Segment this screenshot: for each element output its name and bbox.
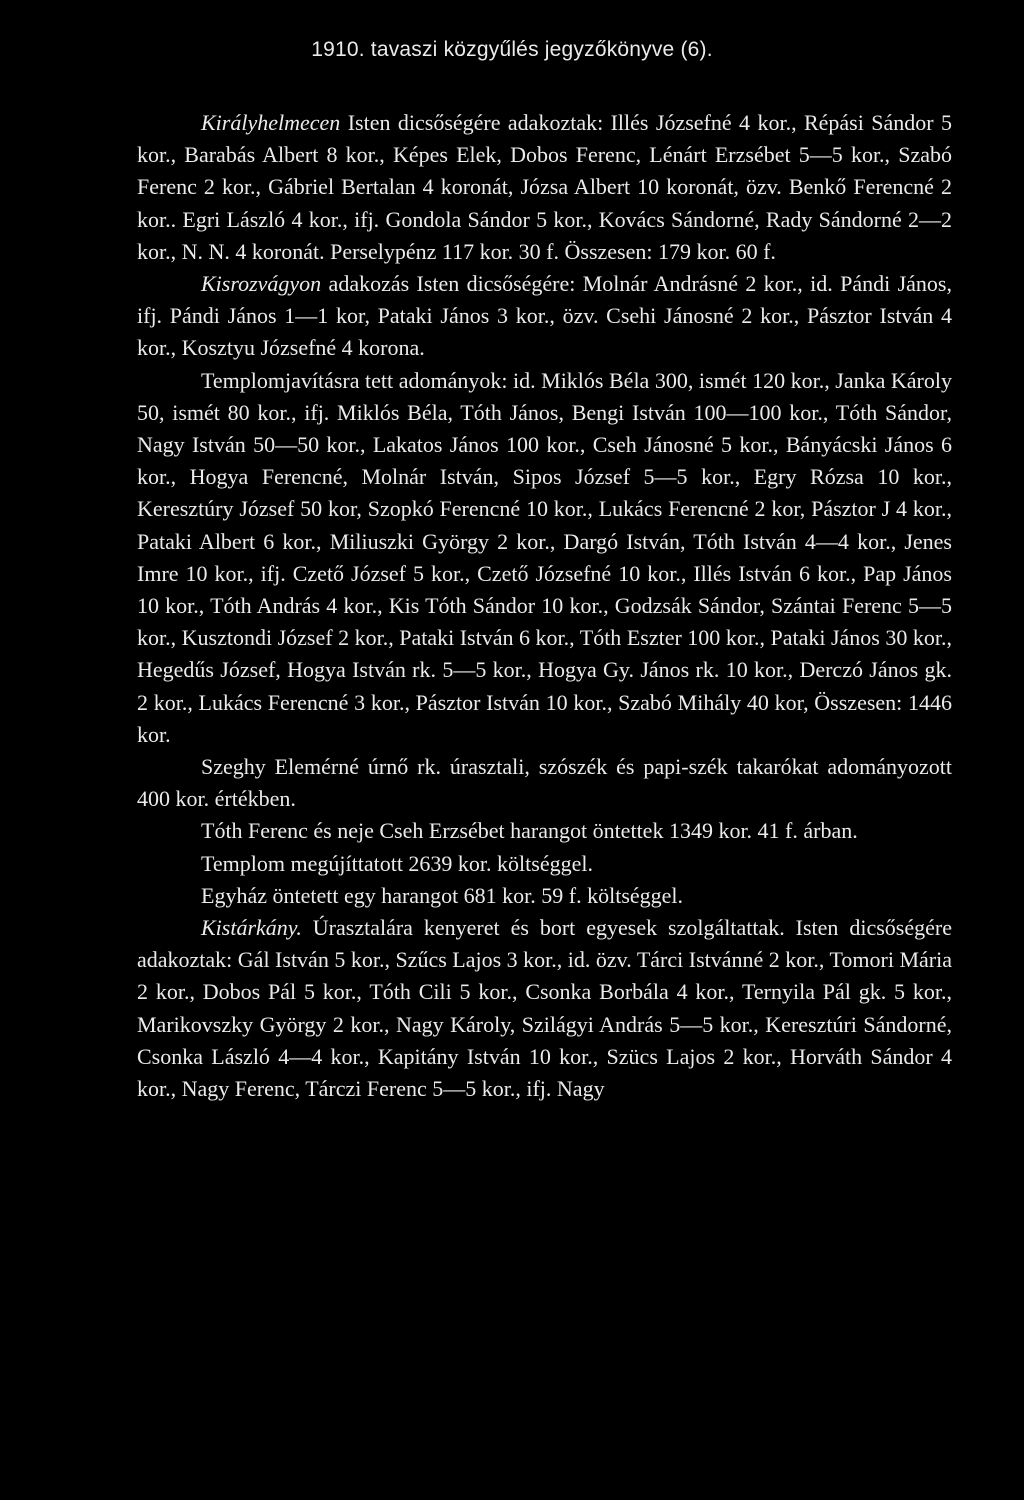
paragraph-kiralyhelmec (137, 107, 952, 268)
paragraph-egyhaz-harang (137, 880, 952, 912)
body-text (137, 107, 952, 1105)
paragraph-text: Templom megújíttatott 2639 kor. költséggel. (201, 850, 593, 876)
paragraph-text: Templomjavításra tett adományok: id. Miklós Béla 300, ismét 120 kor., Janka Károly 50, ismét 80 kor., ifj. Miklós Béla, Tóth János, Bengi István 100—100 kor., Tóth Sándor, Nagy István 50—50 kor., Lakatos János 100 kor., Cseh Jánosné 5 kor., Bányácski János 6 kor., Hogya Ferencné, Molnár István, Sipos József 5—5 kor., Egry Rózsa 10 kor., Keresztúry József 50 kor, Szopkó Ferencné 10 kor., Lukács Ferencné 2 kor, Pásztor J 4 kor., Pataki Albert 6 kor., Miliuszki György 2 kor., Dargó István, Tóth István 4—4 kor., Jenes Imre 10 kor., ifj. Czető József 5 kor., Czető Józsefné 10 kor., Illés István 6 kor., Pap János 10 kor., Tóth András 4 kor., Kis Tóth Sándor 10 kor., Godzsák Sándor, Szántai Ferenc 5—5 kor., Kusztondi József 2 kor., Pataki István 6 kor., Tóth Eszter 100 kor., Pataki János 30 kor., Hegedűs József, Hogya István rk. 5—5 kor., Hogya Gy. János rk. 10 kor., Derczó János gk. 2 kor., Lukács Ferencné 3 kor., Pásztor István 10 kor., Szabó Mihály 40 kor, Összesen: 1446 kor. (137, 367, 952, 747)
paragraph-text: Szeghy Elemérné úrnő rk. úrasztali, szószék és papi-szék takarókat adományozott 400 kor. értékben. (137, 754, 952, 812)
paragraph-templomjavitas (137, 365, 952, 751)
paragraph-text: adakozás Isten dicsőségére: Molnár Andrásné 2 kor., id. Pándi János, ifj. Pándi János 1—1 kor, Pataki János 3 kor., özv. Csehi Jánosné 2 kor., Pásztor István 4 kor., Kosztyu Józsefné 4 korona. (137, 271, 952, 361)
paragraph-kistarkany (137, 912, 952, 1105)
paragraph-harang (137, 815, 952, 847)
paragraph-text: Úrasztalára kenyeret és bort egyesek szolgáltattak. Isten dicsőségére adakoztak: Gál István 5 kor., Szűcs Lajos 3 kor., id. özv. Tárci Istvánné 2 kor., Tomori Mária 2 kor., Dobos Pál 5 kor., Tóth Cili 5 kor., Csonka Borbála 4 kor., Ternyila Pál gk. 5 kor., Marikovszky György 2 kor., Nagy Károly, Szilágyi András 5—5 kor., Keresztúri Sándorné, Csonka László 4—4 kor., Kapitány István 10 kor., Szücs Lajos 2 kor., Horváth Sándor 4 kor., Nagy Ferenc, Tárczi Ferenc 5—5 kor., ifj. Nagy (137, 915, 952, 1102)
place-heading: Kisrozvágyon (201, 271, 322, 297)
paragraph-text: Egyház öntetett egy harangot 681 kor. 59 f. költséggel. (201, 882, 684, 908)
paragraph-text: Tóth Ferenc és neje Cseh Erzsébet harangot öntettek 1349 kor. 41 f. árban. (201, 818, 858, 844)
place-heading: Királyhelmecen (201, 110, 341, 135)
paragraph-templom-megujitas (137, 848, 952, 880)
paragraph-szeghy (137, 751, 952, 815)
place-heading: Kistárkány. (201, 915, 302, 941)
paragraph-kisrozvagy (137, 268, 952, 365)
page-header: 1910. tavaszi közgyűlés jegyzőkönyve (6). (311, 38, 713, 61)
paragraph-text: Isten dicsőségére adakoztak: Illés Józsefné 4 kor., Répási Sándor 5 kor., Barabás Albert 8 kor., Képes Elek, Dobos Ferenc, Lénárt Erzsébet 5—5 kor., Szabó Ferenc 2 kor., Gábriel Bertalan 4 koronát, Józsa Albert 10 koronát, özv. Benkő Ferencné 2 kor.. Egri László 4 kor., ifj. Gondola Sándor 5 kor., Kovács Sándorné, Rady Sándorné 2—2 kor., N. N. 4 koronát. Perselypénz 117 kor. 30 f. Összesen: 179 kor. 60 f. (137, 110, 952, 264)
